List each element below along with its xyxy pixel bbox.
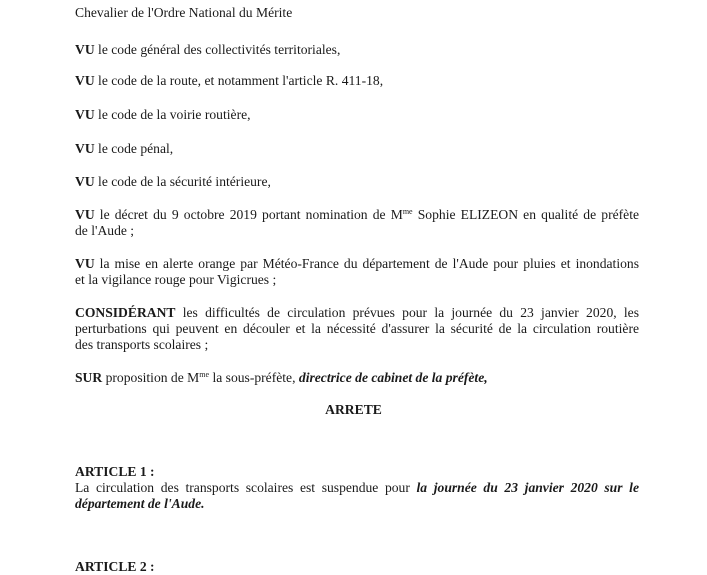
vu-text: le code de la route, et notamment l'article R. 411-18, bbox=[98, 73, 384, 88]
vu-keyword: VU bbox=[75, 141, 95, 156]
considerant-line-2: perturbations qui peuvent en découler et la nécessité d'assurer la sécurité de la circulation routière bbox=[75, 321, 639, 336]
vu-text: le code pénal, bbox=[98, 141, 174, 156]
alerte-line-1: VU la mise en alerte orange par Météo-France du département de l'Aude pour pluies et inondations bbox=[75, 256, 639, 271]
considerant-keyword: CONSIDÉRANT bbox=[75, 305, 176, 320]
arrete-heading: ARRETE bbox=[325, 402, 382, 417]
decret-line-1: VU le décret du 9 octobre 2019 portant nomination de $M^{me}$ Sophie ELIZEON en qualité de préfète bbox=[75, 207, 639, 222]
alerte-line-2: et la vigilance rouge pour Vigicrues ; bbox=[75, 272, 277, 287]
vu-paragraph bbox=[75, 174, 271, 190]
vu-keyword: VU bbox=[75, 107, 95, 122]
vu-paragraph bbox=[75, 73, 383, 89]
header-subtitle: Chevalier de l'Ordre National du Mérite bbox=[75, 5, 293, 20]
vu-paragraph bbox=[75, 42, 340, 58]
considerant-line-1: CONSIDÉRANT les difficultés de circulation prévues pour la journée du 23 janvier 2020, les bbox=[75, 305, 639, 320]
vu-paragraph bbox=[75, 141, 173, 157]
vu-keyword: VU bbox=[75, 42, 95, 57]
vu-keyword: VU bbox=[75, 174, 95, 189]
article-1-title: ARTICLE 1 : bbox=[75, 464, 155, 479]
article-1-line-1: La circulation des transports scolaires est suspendue pour la journée du 23 janvier 2020 sur le bbox=[75, 480, 639, 495]
vu-text: le code de la voirie routière, bbox=[98, 107, 251, 122]
considerant-line-3: des transports scolaires ; bbox=[75, 337, 209, 352]
sur-paragraph: SUR proposition de $M^{me}$ la sous-préfète, directrice de cabinet de la préfète, bbox=[75, 370, 488, 385]
vu-keyword: VU bbox=[75, 73, 95, 88]
article-1-line-2: département de l'Aude. bbox=[75, 496, 205, 511]
sur-keyword: SUR bbox=[75, 370, 103, 385]
vu-paragraph bbox=[75, 107, 251, 123]
vu-keyword: VU bbox=[75, 256, 95, 271]
vu-text: le code général des collectivités territoriales, bbox=[98, 42, 341, 57]
article-2-title: ARTICLE 2 : bbox=[75, 559, 155, 574]
decret-line-2: de l'Aude ; bbox=[75, 223, 135, 238]
vu-keyword: VU bbox=[75, 207, 95, 222]
header-title bbox=[75, 0, 236, 2]
vu-text: le code de la sécurité intérieure, bbox=[98, 174, 271, 189]
